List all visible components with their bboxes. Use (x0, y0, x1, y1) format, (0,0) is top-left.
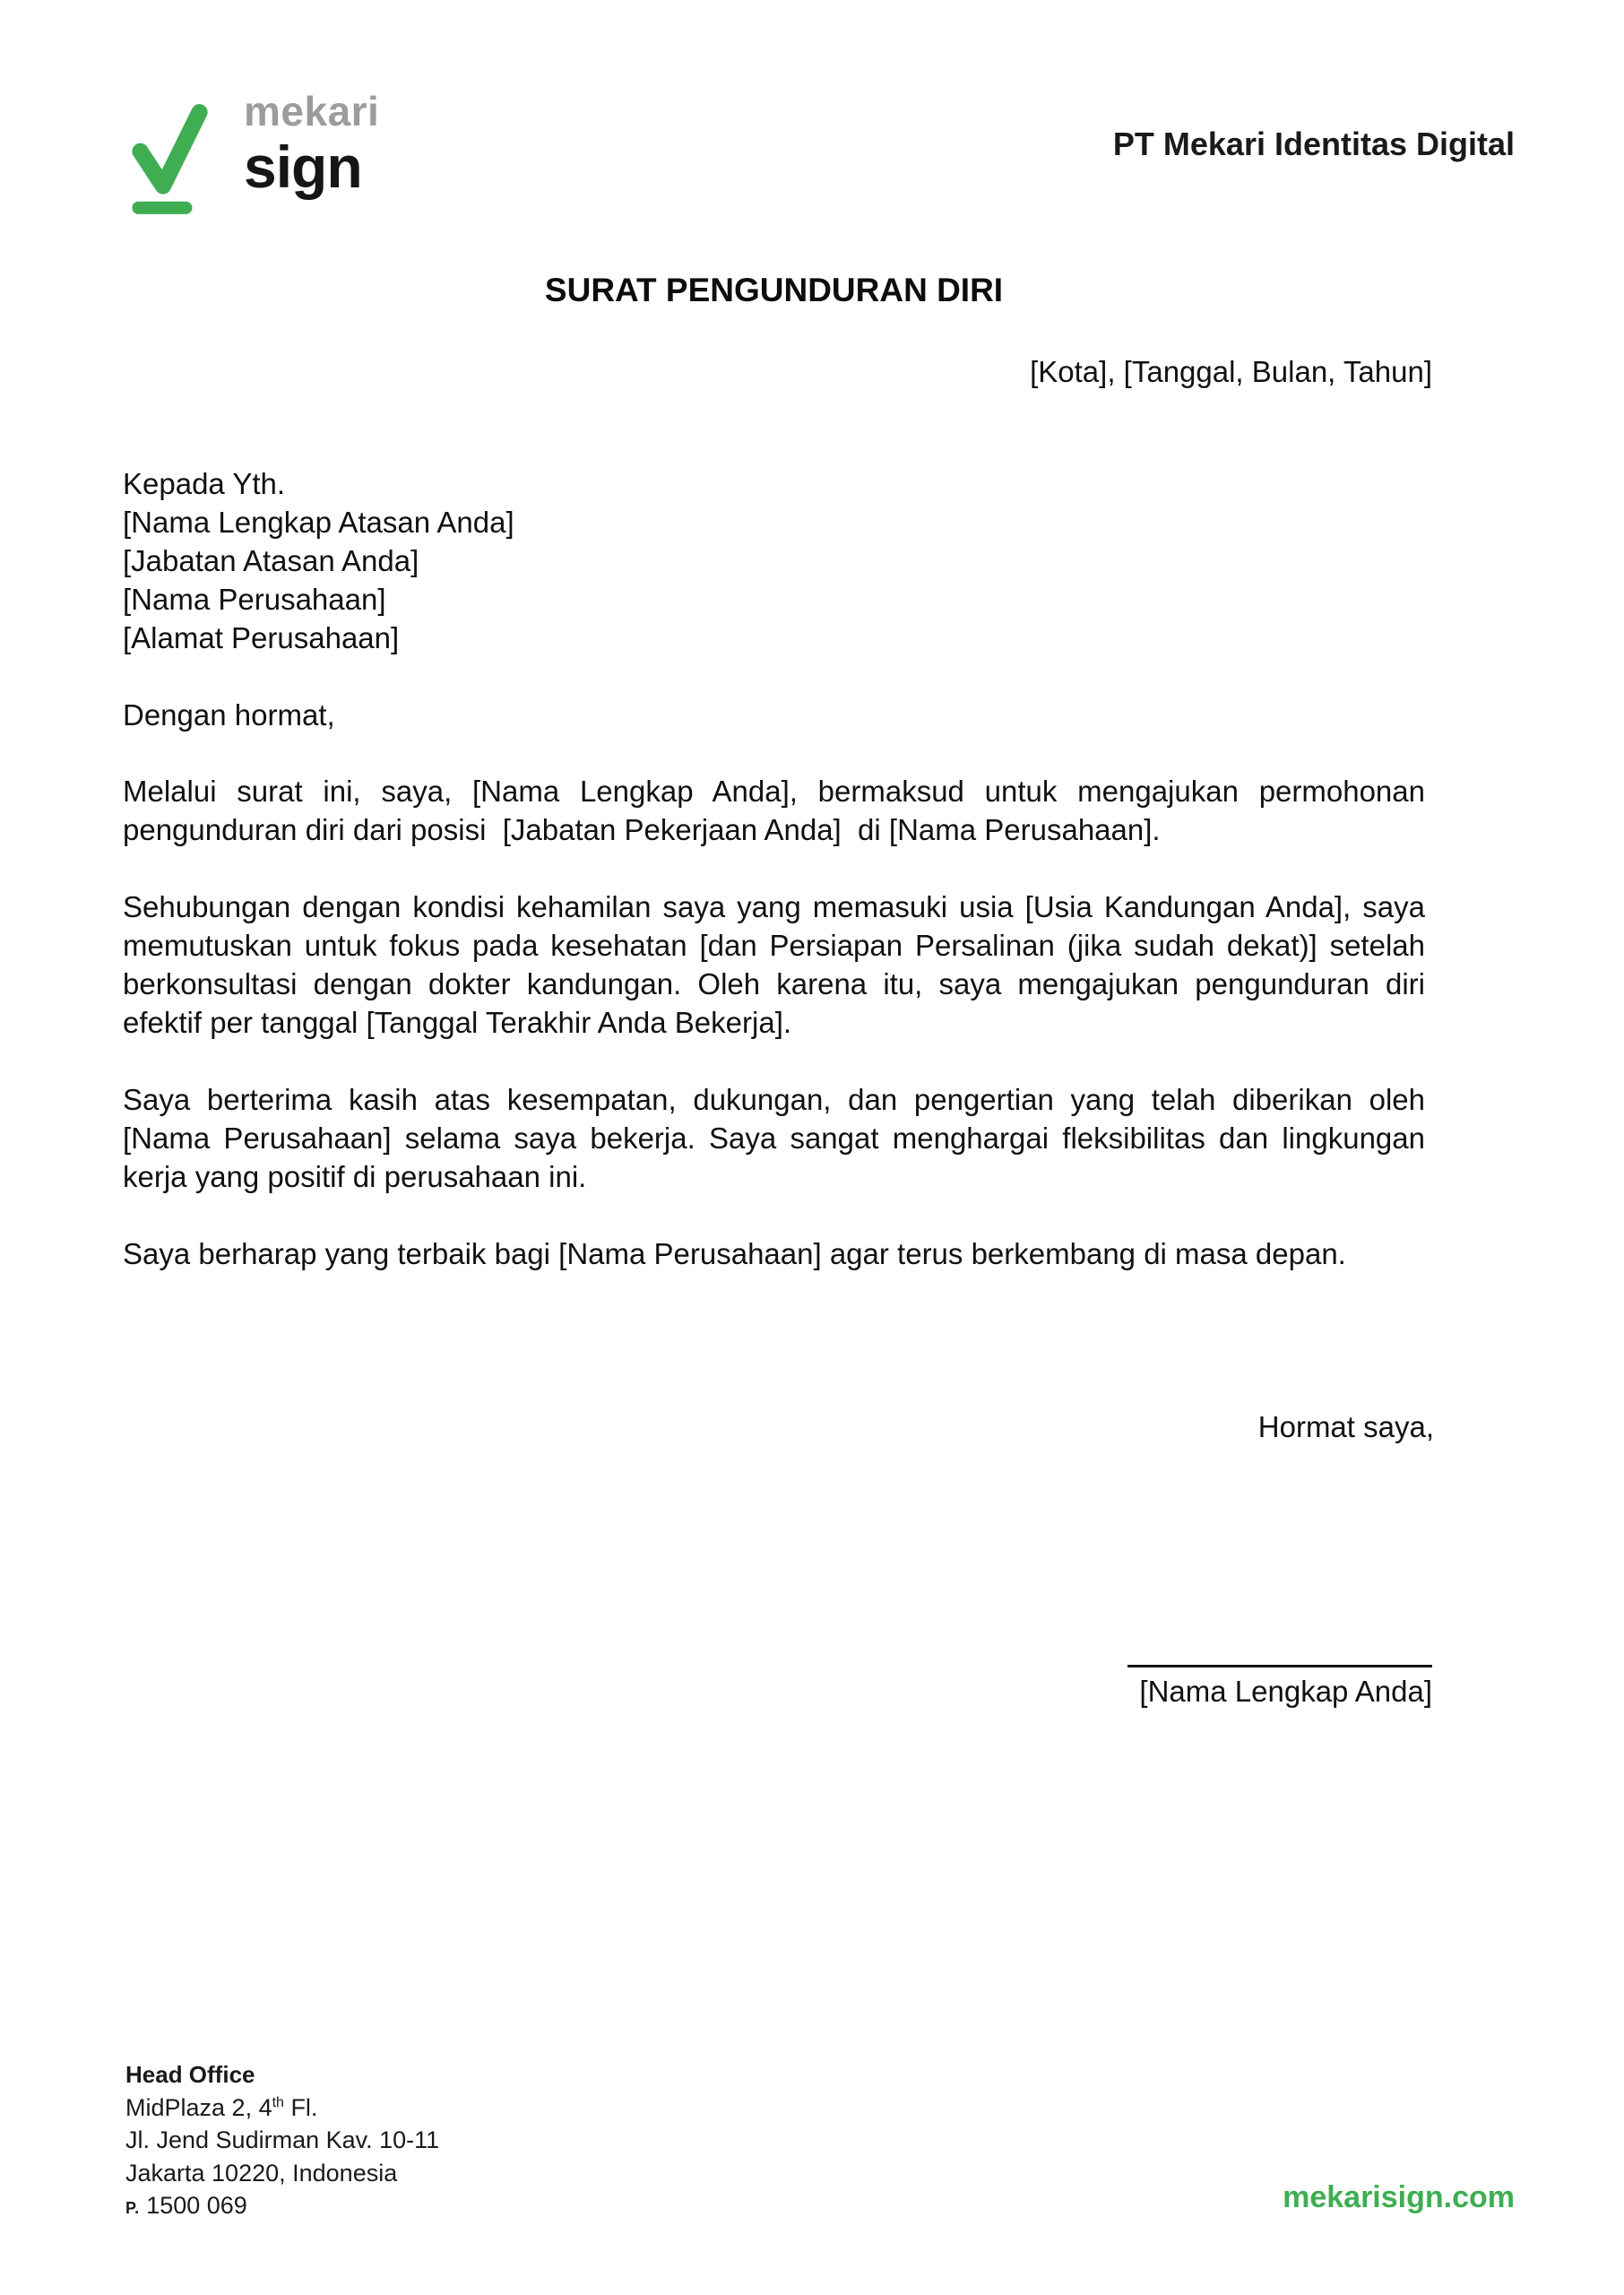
signature-name-placeholder: [Nama Lengkap Anda] (1139, 1675, 1432, 1708)
footer-address-block (125, 2058, 439, 2225)
closing-label: Hormat saya, (1257, 1410, 1434, 1443)
footer-office-title: Head Office (125, 2061, 255, 2088)
footer-phone-line (125, 2189, 439, 2225)
company-name: PT Mekari Identitas Digital (1112, 126, 1515, 162)
mekari-sign-logo (125, 90, 379, 219)
date-placeholder-line: [Kota], [Tanggal, Bulan, Tahun] (1030, 355, 1432, 388)
footer-phone-number: 1500 069 (139, 2192, 247, 2219)
salutation: Dengan hormat, (123, 698, 335, 732)
logo-wordmark (244, 88, 380, 200)
footer-address-superscript: th (272, 2094, 284, 2110)
checkmark-icon (125, 100, 212, 219)
signature-line (1127, 1665, 1432, 1667)
letter-paragraph: Melalui surat ini, saya, [Nama Lengkap Anda], bermaksud untuk mengajukan permohonan pengunduran diri dari posisi [Jabatan Pekerjaan Anda] di [Nama Perusahaan]. (123, 775, 1434, 846)
letter-body (123, 772, 1434, 1312)
recipient-block (123, 464, 514, 657)
letter-paragraph: Sehubungan dengan kondisi kehamilan saya yang memasuki usia [Usia Kandungan Anda], saya memutuskan untuk fokus pada kesehatan [dan Persiapan Persalinan (jika sudah dekat)] setelah berkonsultasi dengan dokter kandungan. Oleh karena itu, saya mengajukan pengunduran diri efektif per tanggal [Tanggal Terakhir Anda Bekerja]. (123, 890, 1434, 1039)
footer-address-line1 (125, 2091, 439, 2125)
recipient-line: [Nama Lengkap Atasan Anda] (123, 506, 514, 539)
logo-word-mekari: mekari (244, 88, 380, 134)
logo-word-sign: sign (244, 134, 362, 200)
footer-address-line1-suffix: Fl. (283, 2093, 318, 2121)
footer-address-line2: Jl. Jend Sudirman Kav. 10-11 (125, 2126, 440, 2153)
recipient-line: Kepada Yth. (123, 467, 286, 500)
recipient-line: [Nama Perusahaan] (123, 583, 386, 616)
letter-paragraph: Saya berterima kasih atas kesempatan, dukungan, dan pengertian yang telah diberikan oleh [Nama Perusahaan] selama saya bekerja. Saya sangat menghargai fleksibilitas dan lingkungan kerja yang positif di perusahaan ini. (123, 1083, 1434, 1193)
footer-address-line3: Jakarta 10220, Indonesia (125, 2159, 398, 2187)
letter-paragraph: Saya berharap yang terbaik bagi [Nama Perusahaan] agar terus berkembang di masa depan. (123, 1237, 1346, 1270)
website-link[interactable]: mekarisign.com (1283, 2180, 1515, 2214)
recipient-line: [Jabatan Atasan Anda] (123, 544, 419, 577)
footer-phone-label: P. (125, 2199, 140, 2217)
recipient-line: [Alamat Perusahaan] (123, 621, 400, 654)
footer-address-line1-text: MidPlaza 2, 4 (125, 2093, 272, 2121)
letter-title: SURAT PENGUNDURAN DIRI (544, 272, 1004, 308)
